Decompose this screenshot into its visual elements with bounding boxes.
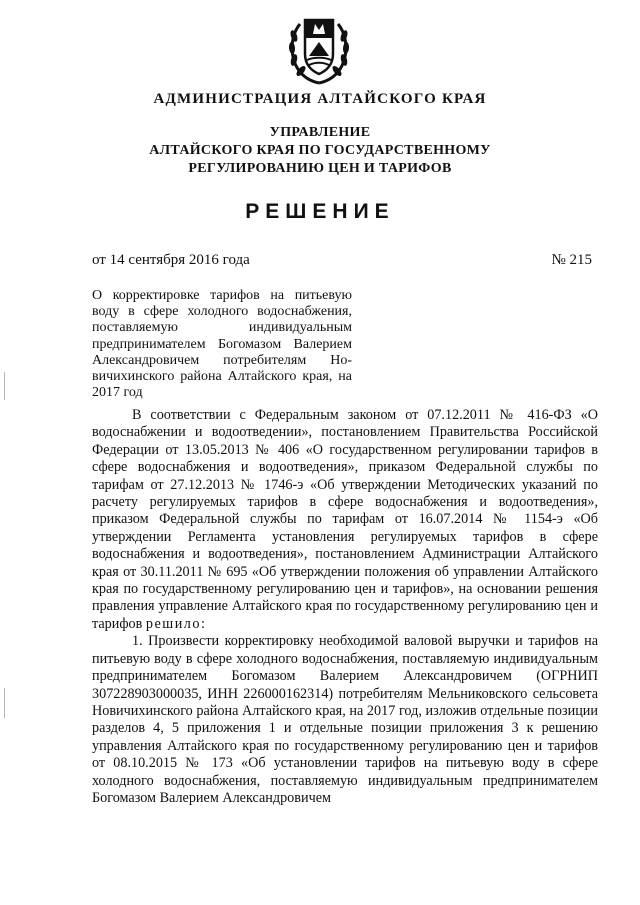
department-name	[0, 124, 640, 178]
scan-edge-mark	[4, 372, 5, 400]
coat-of-arms-emblem	[286, 12, 352, 86]
preamble-text: В соответствии с Федеральным законом от 07.12.2011 № 416-ФЗ «О водоснабжении и водоотведении», постановлением Правительства Российской Федерации от 13.05.2013 № 406 «О государственном регулировании тарифов в сфере водоснабжения и водоотведения», приказом Федеральной службы по тарифам от 27.12.2013 № 1746-э «Об утверждении Методических указаний по расчету регулируемых тарифов в сфере водоснабжения и водоотведения», приказом Федеральной службы по тарифам от 16.07.2014 № 1154-э «Об утверждении Регламента установления регулируемых тарифов в сфере водоснабжения и водоотведения», постановлением Администрации Алтайского края от 30.11.2011 № 695 «Об утверждении положения об управлении Алтайского края по государственному регулированию цен и тарифов», на основании решения правления управление Алтайского края по государственному регулированию цен и тарифов	[92, 407, 598, 632]
organization-name: АДМИНИСТРАЦИЯ АЛТАЙСКОГО КРАЯ	[153, 91, 487, 107]
department-line: АЛТАЙСКОГО КРАЯ ПО ГОСУДАРСТВЕННОМУ	[149, 143, 491, 158]
document-number: № 215	[551, 252, 592, 268]
document-date: от 14 сентября 2016 года	[92, 252, 250, 268]
department-line: УПРАВЛЕНИЕ	[269, 125, 371, 140]
scan-edge-mark	[4, 688, 5, 718]
department-line: РЕГУЛИРОВАНИЮ ЦЕН И ТАРИФОВ	[188, 161, 452, 176]
document-title: РЕШЕНИЕ	[245, 200, 395, 223]
decided-word: решило	[145, 615, 201, 632]
item-1-paragraph: 1. Произвести корректировку необходимой валовой выручки и тарифов на питьевую воду в сфере холодного водоснабжения, поставляемую индивидуальным предпринимателем Богомазом Валерием Александровичем (ОГРНИП 307228903000035, ИНН 226000162314) потребителям Мельниковского сельсовета Новичихинского района Алтайского края, на 2017 год, изложив отдельные позиции разделов 4, 5 приложения 1 и отдельные позиции приложения 3 к решению управления Алтайского края по государственному регулированию цен и тарифов от 08.10.2015 № 173 «Об установлении тарифов на питьевую воду в сфере холодного водоснабжения, поставляемую индивидуальным предпринимателем Богомазом Валерием Александровичем	[92, 633, 598, 806]
preamble-paragraph: В соответствии с Федеральным законом от 07.12.2011 № 416-ФЗ «О водоснабжении и водоотведении», постановлением Правительства Российской Федерации от 13.05.2013 № 406 «О государственном регулировании тарифов в сфере водоснабжения и водоотведения», приказом Федеральной службы по тарифам от 27.12.2013 № 1746-э «Об утверждении Методических указаний по расчету регулируемых тарифов в сфере водоснабжения и водоотведения», приказом Федеральной службы по тарифам от 16.07.2014 № 1154-э «Об утверждении Регламента установления регулируемых тарифов в сфере водоснабжения и водоотведения», постановлением Администрации Алтайского края от 30.11.2011 № 695 «Об утверждении положения об управлении Алтайского края по государственному регулированию цен и тарифов», на основании решения правления управление Алтайского края по государственному регулированию цен и тарифов решило:	[92, 407, 598, 632]
document-body	[92, 407, 598, 807]
document-subject: О корректировке тарифов на питьевую воду в сфере холодного водоснабжения, поставляемую индивидуальным предпринимателем Богомазом Валерием Александровичем потребителям Новичихинского района Алтайского края, на 2017 год	[92, 288, 352, 401]
